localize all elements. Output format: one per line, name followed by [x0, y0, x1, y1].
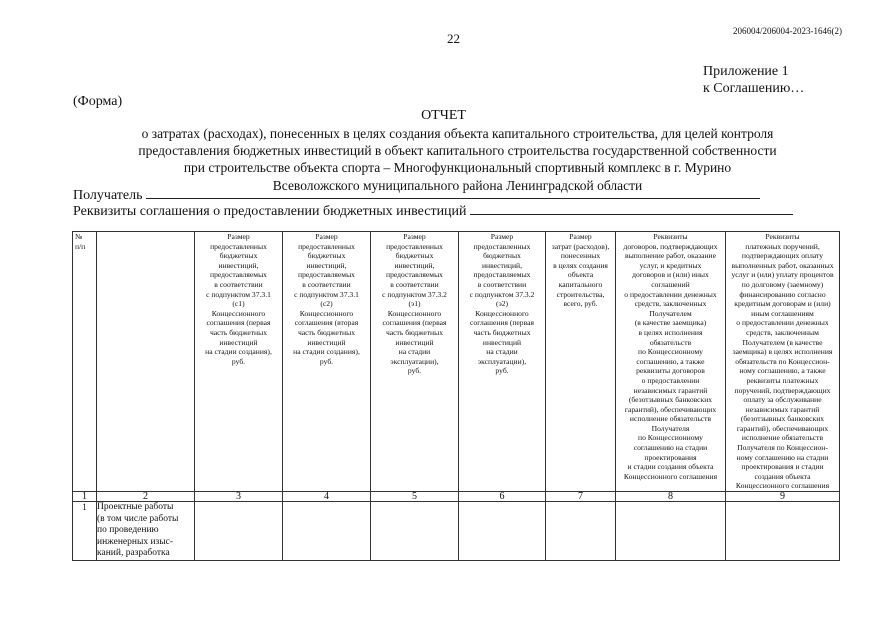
header-cell — [546, 232, 616, 492]
subtitle-line: при строительстве объекта спорта – Многофункциональный спортивный комплекс в г. Мурино — [183, 160, 732, 176]
header-cell — [371, 232, 459, 492]
table-cell-empty — [195, 502, 283, 561]
table-cell-empty — [371, 502, 459, 561]
header-cell — [73, 232, 97, 492]
agreement-field-line — [470, 202, 793, 215]
header-text: № п/п — [75, 232, 86, 251]
row-index: 1 — [73, 502, 97, 561]
column-number: 7 — [546, 492, 616, 502]
header-cell — [195, 232, 283, 492]
header-cell — [726, 232, 840, 492]
subtitle-line: предоставления бюджетных инвестиций в объект капитального строительства государственной собственности — [138, 143, 777, 159]
column-number: 2 — [97, 492, 195, 502]
column-number: 6 — [459, 492, 546, 502]
appendix-line-2: к Соглашению… — [703, 81, 805, 96]
column-number-row — [73, 492, 840, 502]
header-text: Размер предоставленных бюджетных инвестиций, предоставляемых в соответствии с подпунктом 37.3.1 (с1) Концессионного соглашения (первая часть бюджетных инвестиций на стадии создания), руб. — [205, 232, 272, 366]
header-cell — [459, 232, 546, 492]
table-row — [73, 502, 840, 561]
table-cell-empty — [546, 502, 616, 561]
table-header-row — [73, 232, 840, 492]
column-number: 8 — [616, 492, 726, 502]
subtitle-line: о затратах (расходах), понесенных в целях создания объекта капитального строительства, для целей контроля — [141, 126, 774, 141]
report-subtitle — [100, 125, 815, 194]
header-text: Размер предоставленных бюджетных инвестиций, предоставляемых в соответствии с подпунктом 37.3.2 (э2) Концессионного соглашения (первая часть бюджетных инвестиций на стадии эксплуатации), руб. — [469, 232, 535, 376]
header-text: Размер затрат (расходов), понесенных в целях создания объекта капитального строительства, всего, руб. — [551, 232, 610, 309]
report-title: ОТЧЕТ — [421, 108, 466, 123]
agreement-label: Реквизиты соглашения о предоставлении бюджетных инвестиций — [73, 204, 467, 219]
document-id: 206004/206004-2023-1646(2) — [733, 26, 842, 36]
recipient-field-line — [146, 186, 760, 199]
table-cell-empty — [726, 502, 840, 561]
page-number: 22 — [447, 31, 460, 46]
report-table — [72, 231, 840, 561]
column-number: 5 — [371, 492, 459, 502]
header-text: Размер предоставленных бюджетных инвестиций, предоставляемых в соответствии с подпунктом 37.3.2 (э1) Концессионного соглашения (первая часть бюджетных инвестиций на стадии эксплуатации), руб. — [382, 232, 447, 376]
row-name: Проектные работы (в том числе работы по проведению инженерных изыс- каний, разработка — [97, 502, 179, 559]
header-text: Реквизиты платежных поручений, подтверждающих оплату выполненных работ, оказанных услуг и (или) уплату процентов по долговому (заемному) финансированию согласно кредитным договорам и (или) иным соглашениям о предоставлении денежных средств, заключенным Получателем (в качестве заемщика) в целях исполнения обязательств по Концессион- ному соглашению, а также реквизиты платежных поручений, подтверждающих оплату за обслуживание независимых гарантий (безотзывных банковских гарантий), обеспечивающих исполнение обязательств Получателя по Концессион- ному соглашению на стадии проектирования и стадии создания объекта Концессионного соглашения — [731, 232, 834, 491]
header-cell — [616, 232, 726, 492]
appendix-note — [703, 63, 804, 97]
table-cell-empty — [459, 502, 546, 561]
table-cell-empty — [283, 502, 371, 561]
recipient-label: Получатель — [73, 188, 143, 203]
column-number: 9 — [726, 492, 840, 502]
column-number: 3 — [195, 492, 283, 502]
row-name-cell — [97, 502, 195, 561]
header-text: Реквизиты договоров, подтверждающих выполнение работ, оказание услуг, и кредитных договоров и (или) иных соглашений о предоставлении денежных средств, заключенных Получателем (в качестве заемщика) в целях исполнения обязательств по Концессионному соглашению, а также реквизиты договоров о предоставлении независимых гарантий (безотзывных банковских гарантий), обеспечивающих исполнение обязательств Получателя по Концессионному соглашению на стадии проектирования и стадии создания объекта Концессионного соглашения — [623, 232, 718, 481]
form-label: (Форма) — [73, 94, 123, 109]
column-number: 1 — [73, 492, 97, 502]
subtitle-line: Всеволожского муниципального района Ленинградской области — [272, 177, 643, 193]
header-text: Размер предоставленных бюджетных инвестиций, предоставляемых в соответствии с подпунктом 37.3.1 (с2) Концессионного соглашения (вторая часть бюджетных инвестиций на стадии создания), руб. — [293, 232, 360, 366]
header-cell — [97, 232, 195, 492]
agreement-row — [73, 202, 793, 220]
column-number: 4 — [283, 492, 371, 502]
header-cell — [283, 232, 371, 492]
table-cell-empty — [616, 502, 726, 561]
appendix-line-1: Приложение 1 — [703, 64, 789, 79]
